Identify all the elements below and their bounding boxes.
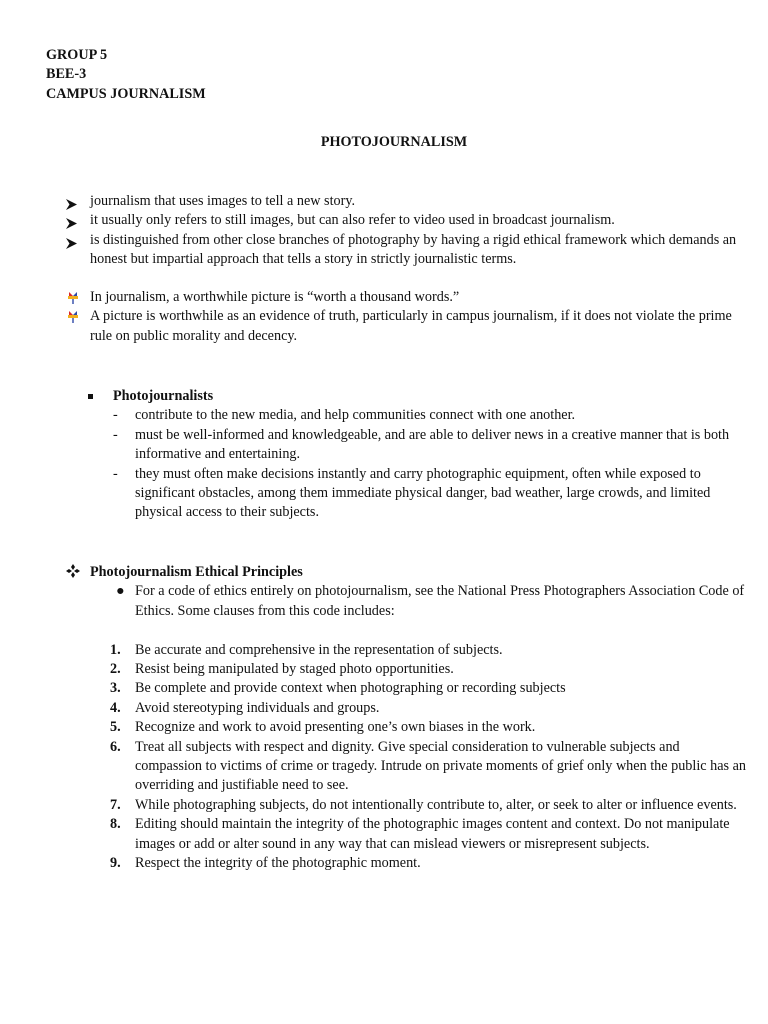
list-item-text: While photographing subjects, do not intentionally contribute to, alter, or seek to alter or influence events.	[135, 796, 737, 813]
list-item	[66, 641, 746, 660]
list-item-text: they must often make decisions instantly and carry photographic equipment, often while exposed to significant obstacles, among them immediate physical danger, bad weather, large crowds, and limited physical access to their subjects.	[135, 465, 711, 521]
list-item-text: journalism that uses images to tell a new story.	[90, 193, 356, 209]
ethics-intro: ● For a code of ethics entirely on photojournalism, see the National Press Photographers Association Code of Ethics. Some clauses from this code includes:	[116, 583, 745, 619]
list-item-text: is distinguished from other close branches of photography by having a rigid ethical framework which demands an honest but impartial approach that tells a story in strictly journalistic terms.	[90, 231, 737, 268]
pushpin-bullet-icon	[67, 310, 79, 329]
ethics-section	[66, 563, 746, 873]
pushpin-bullet-list	[66, 288, 746, 346]
list-item-text: it usually only refers to still images, but can also refer to video used in broadcast journalism.	[90, 212, 615, 229]
list-item-text: contribute to the new media, and help communities connect with one another.	[135, 407, 576, 424]
photojournalists-section	[88, 387, 748, 523]
list-item	[88, 406, 748, 425]
list-item	[66, 211, 746, 230]
dash-bullet-icon: -	[113, 426, 118, 443]
dash-bullet-icon: -	[113, 407, 118, 424]
list-item	[66, 815, 746, 854]
list-item-text: Avoid stereotyping individuals and groups.	[135, 699, 380, 716]
course-label: CAMPUS JOURNALISM	[46, 85, 206, 102]
list-item	[88, 426, 748, 465]
ethics-numbered-list	[66, 641, 746, 874]
list-item-text: Editing should maintain the integrity of the photographic images content and context. Do not manipulate images or add or alter sound in any way that can mislead viewers or misrepresent subjects.	[135, 816, 730, 852]
four-diamond-bullet-icon	[66, 563, 80, 582]
list-number: 1.	[110, 641, 121, 658]
list-item	[66, 307, 746, 346]
list-number: 7.	[110, 796, 121, 813]
list-item	[88, 465, 748, 523]
list-item	[66, 738, 746, 796]
list-number: 9.	[110, 855, 121, 872]
list-item-text: Recognize and work to avoid presenting one’s own biases in the work.	[135, 719, 536, 736]
section-heading: Photojournalism Ethical Principles	[66, 563, 746, 582]
list-item	[66, 796, 746, 815]
list-item-text: A picture is worthwhile as an evidence of truth, particularly in campus journalism, if it does not violate the prime rule on public morality and decency.	[90, 308, 732, 344]
square-bullet-icon	[88, 394, 93, 399]
list-item-text: Respect the integrity of the photographic moment.	[135, 855, 421, 872]
list-number: 3.	[110, 680, 121, 697]
list-item-text: must be well-informed and knowledgeable, and are able to deliver news in a creative manner that is both informative and entertaining.	[135, 426, 730, 463]
document-header	[46, 46, 206, 104]
list-item-text: Treat all subjects with respect and dignity. Give special consideration to vulnerable subjects and compassion to victims of crime or tragedy. Intrude on private moments of grief only when the public has an overriding and justifiable need to see.	[135, 738, 746, 794]
section-label: BEE-3	[46, 66, 87, 83]
group-label: GROUP 5	[46, 47, 108, 63]
list-item-text: Be complete and provide context when photographing or recording subjects	[135, 680, 566, 697]
list-item	[66, 288, 746, 307]
list-item	[66, 718, 746, 737]
list-number: 8.	[110, 816, 121, 833]
list-item	[66, 192, 746, 211]
arrowhead-bullet-icon	[66, 236, 77, 255]
round-bullet-icon: ●	[116, 583, 125, 600]
list-item	[66, 699, 746, 718]
list-number: 4.	[110, 699, 121, 716]
arrow-bullet-list	[66, 192, 746, 270]
list-number: 6.	[110, 738, 121, 755]
dash-bullet-icon: -	[113, 465, 118, 482]
list-item	[66, 660, 746, 679]
list-item	[66, 679, 746, 698]
page-title: PHOTOJOURNALISM	[320, 134, 468, 150]
list-item-text: Resist being manipulated by staged photo opportunities.	[135, 661, 454, 678]
list-item	[66, 231, 746, 270]
list-item	[66, 854, 746, 873]
list-number: 5.	[110, 719, 121, 736]
section-heading: Photojournalists	[88, 387, 748, 406]
list-item-text: Be accurate and comprehensive in the representation of subjects.	[135, 641, 503, 658]
list-item-text: In journalism, a worthwhile picture is “worth a thousand words.”	[90, 289, 460, 305]
list-number: 2.	[110, 661, 121, 678]
